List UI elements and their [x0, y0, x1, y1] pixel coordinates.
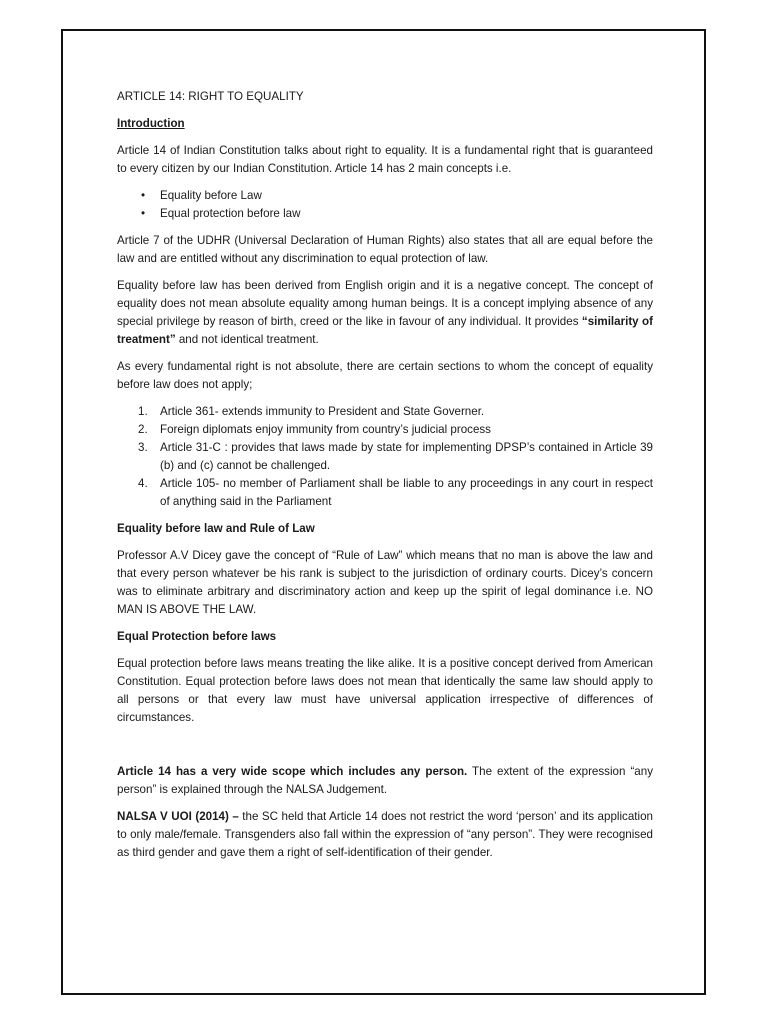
list-item	[117, 421, 653, 439]
equal-protection-paragraph: Equal protection before laws means treating the like alike. It is a positive concept derived from American Constitution. Equal protection before laws does not mean that identically the same law should apply to all persons or that every law must have universal application irrespective of differences of circumstances.	[117, 657, 653, 724]
rule-of-law-heading: Equality before law and Rule of Law	[117, 522, 315, 535]
equality-tail: and not identical treatment.	[175, 333, 319, 346]
list-item	[117, 187, 653, 205]
equality-text: Equality before law has been derived from English origin and it is a negative concept. The concept of equality does not mean absolute equality among human beings. It is a concept implying absence of any special privilege by reason of birth, creed or the like in favour of any individual. It provides	[117, 279, 653, 328]
list-item	[117, 205, 653, 223]
list-item-text: Article 361- extends immunity to President and State Governer.	[160, 405, 485, 418]
scope-paragraph	[117, 763, 653, 799]
exceptions-paragraph: As every fundamental right is not absolute, there are certain sections to whom the concept of equality before law does not apply;	[117, 360, 653, 391]
document-body	[117, 88, 653, 871]
bullet-text: Equal protection before law	[160, 207, 301, 220]
list-item	[117, 475, 653, 511]
list-number: 3.	[138, 441, 148, 454]
bullet-icon: •	[141, 189, 146, 202]
nalsa-bold-phrase: NALSA V UOI (2014) –	[117, 810, 239, 823]
nalsa-text: the SC held that Article 14 does not restrict the word ‘person’ and its application to only male/female. Transgenders also fall within the expression of “any person”. They were recognised as third gender and gave them a right of self-identification of their gender.	[117, 810, 653, 859]
scope-bold-phrase: Article 14 has a very wide scope which includes any person.	[117, 765, 468, 778]
list-item	[117, 439, 653, 475]
introduction-heading: Introduction	[117, 117, 185, 130]
list-number: 2.	[138, 423, 148, 436]
concepts-bullet-list	[117, 187, 653, 223]
list-number: 4.	[138, 477, 148, 490]
bullet-icon: •	[141, 207, 146, 220]
list-item-text: Foreign diplomats enjoy immunity from country’s judicial process	[160, 423, 491, 436]
list-number: 1.	[138, 405, 148, 418]
exceptions-numbered-list	[117, 403, 653, 511]
udhr-paragraph: Article 7 of the UDHR (Universal Declaration of Human Rights) also states that all are equal before the law and are entitled without any discrimination to equal protection of law.	[117, 234, 653, 265]
bullet-text: Equality before Law	[160, 189, 262, 202]
nalsa-paragraph	[117, 808, 653, 862]
introduction-paragraph: Article 14 of Indian Constitution talks about right to equality. It is a fundamental right that is guaranteed to every citizen by our Indian Constitution. Article 14 has 2 main concepts i.e.	[117, 144, 653, 175]
document-title: ARTICLE 14: RIGHT TO EQUALITY	[117, 90, 304, 103]
equal-protection-heading: Equal Protection before laws	[117, 630, 277, 643]
equality-bold-phrase: “similarity of treatment”	[117, 315, 653, 346]
scope-text: The extent of the expression “any person” is explained through the NALSA Judgement.	[117, 765, 653, 796]
equality-paragraph	[117, 277, 653, 349]
list-item-text: Article 105- no member of Parliament shall be liable to any proceedings in any court in respect of anything said in the Parliament	[160, 477, 653, 508]
list-item	[117, 403, 653, 421]
section-spacer	[117, 736, 653, 763]
list-item-text: Article 31-C : provides that laws made by state for implementing DPSP’s contained in Article 39 (b) and (c) cannot be challenged.	[160, 441, 653, 472]
rule-of-law-paragraph: Professor A.V Dicey gave the concept of “Rule of Law” which means that no man is above the law and that every person whatever be his rank is subject to the jurisdiction of ordinary courts. Dicey’s concern was to eliminate arbitrary and discriminatory action and keep up the spirit of legal dominance i.e. NO MAN IS ABOVE THE LAW.	[117, 549, 653, 616]
